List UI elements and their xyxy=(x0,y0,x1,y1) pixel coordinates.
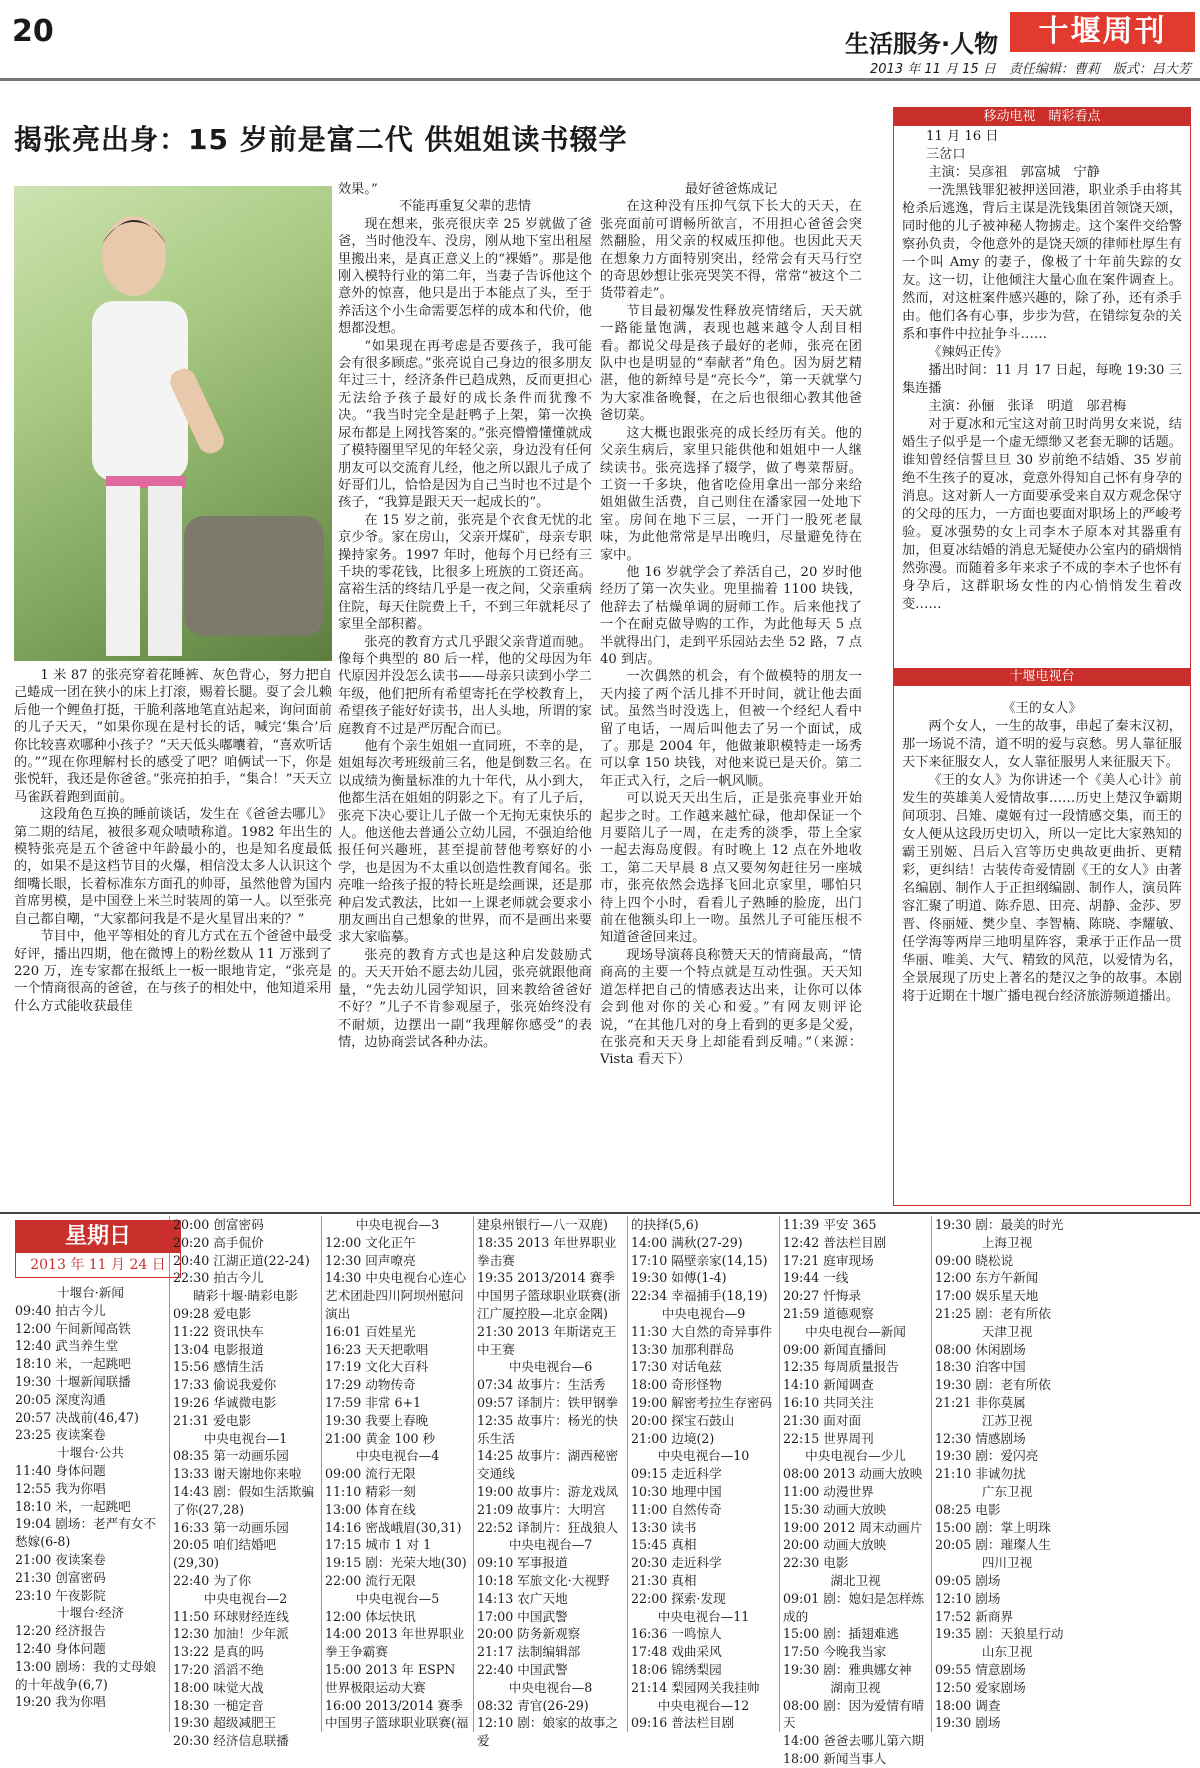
program-listing: 12:30 加油！少年派 xyxy=(173,1626,289,1642)
channel-heading: 广东卫视 xyxy=(981,1483,1033,1499)
program-listing: 17:00 娱乐星天地 xyxy=(935,1288,1039,1304)
program-listing: 12:30 情感剧场 xyxy=(935,1430,1026,1446)
date-label: 2013 年 11 月 24 日 xyxy=(30,1257,166,1273)
program-listing: 14:00 满秋(27-29) xyxy=(631,1234,743,1250)
program-listing: 22:30 电影 xyxy=(783,1555,849,1571)
program-listing: 21:00 夜读案卷 xyxy=(15,1551,106,1567)
channel-heading: 中央电视台—1 xyxy=(203,1430,288,1446)
program-listing: 09:00 晓松说 xyxy=(935,1252,1014,1268)
tv-column-2 xyxy=(170,1216,322,1749)
program-listing: 15:00 剧：插翅难逃 xyxy=(783,1626,899,1642)
paragraph: “如果现在再考虑是否要孩子，我可能会有很多顾虑。”张亮说自己身边的很多朋友年过三十，经济条件已趋成熟，反而更担心无法给予孩子最好的成长条件而犹豫不决。“我当时完全是赶鸭子上架，第一次换尿布都是上网找答案的。”张亮懵懵懂懂就成了模特圈里罕见的年轻父亲，身边没有任何朋友可以交流育儿经，他之所以跟儿子成了好哥们儿，恰恰是因为自己当时也不过是个孩子，“我算是跟天天一起成长的”。 xyxy=(338,338,592,511)
program-listing: 12:00 文化正午 xyxy=(325,1234,416,1250)
channel-heading: 中央电视台—4 xyxy=(355,1448,440,1464)
program-listing: 18:35 2013 年世界职业拳击赛 xyxy=(477,1234,617,1268)
sidebar-header-shiyan-tv: 十堰电视台 xyxy=(894,668,1190,686)
channel-heading: 中央电视台—新闻 xyxy=(805,1323,906,1339)
program-listing: 16:33 第一动画乐园 xyxy=(173,1519,289,1535)
program-listing: 17:59 非常 6+1 xyxy=(325,1394,422,1410)
program-listing: 20:20 高手侃价 xyxy=(173,1234,264,1250)
program-listing: 21:30 真相 xyxy=(631,1572,697,1588)
program-listing: 20:05 剧：璀璨人生 xyxy=(935,1537,1051,1553)
program-listing: 09:00 流行无限 xyxy=(325,1466,416,1482)
program-listing: 19:35 剧：天狼星行动 xyxy=(935,1626,1064,1642)
program-listing: 20:00 动画大放映 xyxy=(783,1537,887,1553)
paragraph: 张亮的教育方式也是这种启发鼓励式的。天天开始不愿去幼儿园，张亮就跟他商量，“先去幼儿园学知识，回来教给爸爸好不好？”儿子不肯参观屋子，张亮始终没有不耐烦，边摆出一副“我理解你感受”的表情，边协商尝试各种办法。 xyxy=(338,947,592,1050)
channel-heading: 江苏卫视 xyxy=(981,1412,1033,1428)
brand-banner: 十堰周刊 xyxy=(1010,12,1195,52)
program-listing: 09:57 译制片：铁甲钢拳 xyxy=(477,1394,619,1410)
program-listing: 的抉择(5,6) xyxy=(631,1217,699,1232)
sidebar-line: 播出时间：11 月 17 日起，每晚 19:30 三集连播 xyxy=(902,363,1182,396)
program-listing: 19:30 超级减肥王 xyxy=(173,1715,277,1731)
program-listing: 08:35 第一动画乐园 xyxy=(173,1448,289,1464)
program-listing: 17:29 动物传奇 xyxy=(325,1377,416,1393)
paragraph: 节目中，他平等相处的育儿方式在五个爸爸中最受好评，播出四期，他在微博上的粉丝数从 11 万涨到了 220 万，连专家都在报纸上一板一眼地肯定，“张亮是一个情商很高的爸爸，在与孩子的相处中，他知道采用什么方式能收获最佳 xyxy=(14,929,332,1014)
paragraph: 1 米 87 的张亮穿着花睡裤、灰色背心，努力把自己蜷成一团在狭小的床上打滚，赐着长腿。耍了会儿赖后他一个鲤鱼打挺，干脆利落地笔直站起来，询问面前的儿子天天，“如果你现在是村长的话，喊完‘集合’后你比较喜欢哪种小孩子？”天天低头嘟囔着，“喜欢听话的。”“现在你理解村长的感受了吧？咱俩试一下，你是张悦轩，我还是你爸爸。”张亮拍拍手，“集合！”天天立马雀跃着跑到面前。 xyxy=(14,668,332,805)
program-listing: 19:30 剧：爱闪亮 xyxy=(935,1448,1039,1464)
program-listing: 08:32 青官(26-29) xyxy=(477,1697,589,1713)
program-listing: 19:30 剧：老有所依 xyxy=(935,1377,1051,1393)
program-listing: 13:30 读书 xyxy=(631,1519,697,1535)
tv-guide xyxy=(12,1216,1192,1766)
program-listing: 12:10 剧场 xyxy=(935,1590,1001,1606)
program-listing: 22:00 探索·发现 xyxy=(631,1590,726,1606)
program-listing: 20:30 经济信息联播 xyxy=(173,1733,289,1749)
tv-column-3 xyxy=(322,1216,474,1732)
program-listing: 09:00 新闻直播间 xyxy=(783,1341,887,1357)
channel-heading: 四川卫视 xyxy=(981,1555,1033,1571)
tv-column-5 xyxy=(628,1216,780,1732)
program-listing: 19:30 我要上春晚 xyxy=(325,1412,429,1428)
program-listing: 18:00 奇形怪物 xyxy=(631,1377,722,1393)
program-listing: 18:00 调查 xyxy=(935,1697,1001,1713)
program-listing: 18:10 米，一起跳吧 xyxy=(15,1356,131,1372)
paragraph: 在这种没有压抑气氛下长大的天天，在张亮面前可谓畅所欲言，不用担心爸爸会突然翻脸，用父亲的权威压抑他。也因此天天在想象力方面特别突出，经常会有天马行空的奇思妙想让张亮哭笑不得，常常“被这个二货带着走”。 xyxy=(600,199,862,302)
program-listing: 20:00 防务新观察 xyxy=(477,1626,581,1642)
program-listing: 20:40 江湖正道(22-24) xyxy=(173,1252,310,1268)
channel-heading: 十堰台·公共 xyxy=(57,1445,124,1461)
program-listing: 15:56 感情生活 xyxy=(173,1359,264,1375)
program-listing: 12:55 我为你唱 xyxy=(15,1480,106,1496)
program-listing: 16:00 2013/2014 赛季中国男子篮球职业联赛(福 xyxy=(325,1697,469,1731)
program-listing: 19:30 十堰新闻联播 xyxy=(15,1373,131,1389)
channel-heading: 中央电视台—7 xyxy=(508,1537,593,1553)
sidebar-line: 一洗黑钱罪犯被押送回港，职业杀手由将其枪杀后逃逸，背后主谋是洗钱集团首领饶天颂，同时他的儿子被神秘人物掳走。这个案件交给警察孙负责，令他意外的是饶天颂的律师杜厚生有一个叫 Amy 的妻子，像极了十年前失踪的女友。这一切，让他倾注大量心血在案件调查上。然而，对这桩案件感兴趣的，除了孙，还有杀手由。他们各有心事，步步为营，在错综复杂的关系和事件中拉扯争斗…… xyxy=(902,183,1182,342)
program-listing: 15:00 剧：掌上明珠 xyxy=(935,1519,1051,1535)
channel-heading: 中央电视台—6 xyxy=(508,1359,593,1375)
subheading: 最好爸爸炼成记 xyxy=(684,182,778,197)
paragraph: 可以说天天出生后，正是张亮事业开始起步之时。工作越来越忙碌，他却保证一个月要陪儿子一周，在走秀的淡季，带上全家一起去海岛度假。有时晚上 12 点在外地收工，第二天早晨 8 点又要匆匆赶往另一座城市，张亮依然会选择飞回北京家里，哪怕只待上四个小时，看看儿子熟睡的脸庞，出门前在他额头印上一吻。虽然儿子可能压根不知道爸爸回来过。 xyxy=(600,791,862,946)
program-listing: 18:10 米，一起跳吧 xyxy=(15,1498,131,1514)
portrait-figure xyxy=(14,186,332,661)
sidebar-block-shiyan-tv xyxy=(894,686,1190,1206)
program-listing: 20:05 深度沟通 xyxy=(15,1391,106,1407)
program-listing: 22:00 流行无限 xyxy=(325,1572,416,1588)
channel-heading: 十堰台·新闻 xyxy=(57,1285,124,1300)
program-listing: 22:52 译制片：狂战狼人 xyxy=(477,1519,619,1535)
sidebar-line: 两个女人，一生的故事，串起了秦末汉初，那一场说不清，道不明的爱与哀愁。男人靠征服天下来征服女人，女人靠征服男人来征服天下。 xyxy=(902,719,1182,770)
program-listing: 12:50 爱家剧场 xyxy=(935,1679,1026,1695)
channel-heading: 天津卫视 xyxy=(981,1323,1033,1339)
program-listing: 08:00 2013 动画大放映 xyxy=(783,1466,923,1482)
program-listing: 21:09 故事片：大明宫 xyxy=(477,1501,606,1517)
program-listing: 17:10 隔壁亲家(14,15) xyxy=(631,1252,768,1268)
program-listing: 09:55 情意剧场 xyxy=(935,1661,1026,1677)
program-listing: 17:33 偷说我爱你 xyxy=(173,1377,277,1393)
paragraph: 这段角色互换的睡前谈话，发生在《爸爸去哪儿》第二期的结尾，被很多观众啧啧称道。1982 年出生的模特张亮是五个爸爸中年龄最小的，也是知名度最低的，如果不是这档节目的火爆，相信没太多人认识这个细嘴长眼，长着标准东方面孔的帅哥，虽然他曾为国内首席男模，是中国登上米兰时装周的第一人。以至张亮自己都自嘲，“大家都问我是不是火星冒出来的？” xyxy=(14,807,332,927)
program-listing: 21:14 梨园网关我挂帅 xyxy=(631,1679,760,1695)
program-listing: 21:30 2013 年斯诺克王中王赛 xyxy=(477,1323,617,1357)
program-listing: 22:40 为了你 xyxy=(173,1572,252,1588)
program-listing: 21:59 道德观察 xyxy=(783,1305,874,1321)
sidebar-block-mobile-tv xyxy=(894,126,1190,668)
program-listing: 19:35 2013/2014 赛季中国男子篮球职业联赛(浙江广厦控股—北京金隅) xyxy=(477,1270,621,1321)
section-title: 生活服务·人物 xyxy=(845,30,999,58)
program-listing: 08:25 电影 xyxy=(935,1501,1001,1517)
program-listing: 07:34 故事片：生活秀 xyxy=(477,1377,606,1393)
program-listing: 17:21 庭审现场 xyxy=(783,1252,874,1268)
sidebar-line: 主演：孙俪 张译 明道 邬君梅 xyxy=(928,399,1127,414)
program-listing: 11:22 资讯快车 xyxy=(173,1323,264,1339)
program-listing: 09:05 剧场 xyxy=(935,1572,1001,1588)
paragraph: 现场导演蒋良称赞天天的情商最高，“情商高的主要一个特点就是互动性强。天天知道怎样把自己的情感表达出来，让你可以体会到他对你的关心和爱。”有网友则评论说，“在其他几对的身上看到的更多是父爱，在张亮和天天身上却能看到反哺。”（来源：Vista 看天下） xyxy=(600,947,862,1068)
sidebar-line: 《王的女人》为你讲述一个《美人心计》前发生的英雄美人爱情故事……历史上楚汉争霸期间项羽、吕雉、虞姬有过一段情感交集，而王的女人便从这段历史切入，所以一定比大家熟知的霸王别姬、吕后入宫等历史典故更曲折、更精彩，更纠结！古装传奇爱情剧《王的女人》由著名编剧、制作人于正担纲编剧、制作人，演员阵容汇聚了明道、陈乔恩、田亮、胡静、金莎、罗晋、佟丽娅、樊少皇、李智楠、陈晓、李耀敏、任学海等两岸三地明星阵容，秉承于正作品一贯华丽、唯美、大气、精致的风范，以爱情为名，全景展现了历史上著名的楚汉之争的故事。本剧将于近期在十堰广播电视台经济旅游频道播出。 xyxy=(902,773,1182,1004)
program-listing: 12:00 东方午新闻 xyxy=(935,1270,1039,1286)
tv-column-6 xyxy=(780,1216,932,1766)
program-listing: 15:00 2013 年 ESPN 世界极限运动大赛 xyxy=(325,1661,456,1695)
program-listing: 09:01 剧：媳妇是怎样炼成的 xyxy=(783,1590,925,1624)
program-listing: 14:00 爸爸去哪儿第六期 xyxy=(783,1733,925,1749)
program-listing: 20:05 咱们结婚吧(29,30) xyxy=(173,1537,277,1571)
day-box xyxy=(15,1220,181,1278)
tv-guide-rule xyxy=(0,1212,1200,1214)
channel-heading: 中央电视台—10 xyxy=(657,1448,750,1464)
program-listing: 17:52 新商界 xyxy=(935,1608,1014,1624)
program-listing: 23:25 夜读案卷 xyxy=(15,1427,106,1443)
program-listing: 17:15 城市 1 对 1 xyxy=(325,1537,432,1553)
channel-heading: 山东卫视 xyxy=(981,1644,1033,1660)
program-listing: 16:23 天天把歌唱 xyxy=(325,1341,429,1357)
sidebar-line: 主演：吴彦祖 郭富城 宁静 xyxy=(928,165,1100,180)
program-listing: 19:00 2012 周末动画片 xyxy=(783,1519,923,1535)
dateline: 2013 年 11 月 15 日 责任编辑：曹莉 版式：吕大芳 xyxy=(870,62,1191,77)
tv-column-4 xyxy=(474,1216,628,1749)
subheading: 不能再重复父辈的悲情 xyxy=(399,199,531,215)
program-listing: 14:10 新闻调查 xyxy=(783,1377,874,1393)
program-listing: 20:30 走近科学 xyxy=(631,1555,722,1571)
program-listing: 10:18 军旅文化·大视野 xyxy=(477,1572,610,1588)
sidebar-line: 对于夏冰和元宝这对前卫时尚男女来说，结婚生子似乎是一个虚无缥缈又老套无聊的话题。谁知曾经信誓旦旦 30 岁前绝不结婚、35 岁前绝不生孩子的夏冰，竟意外得知自己怀有身孕的消息。这对新人一方面要承受来自双方观念保守的父母的压力，一方面也要面对职场上的严峻考验。夏冰强势的女上司李木子原本对其器重有加，但夏冰结婚的消息无疑使办公室内的硝烟悄然弥漫。而随着多年来求子不成的李木子也怀有身孕后，这群职场女性的内心悄悄发生着改变…… xyxy=(902,417,1182,612)
program-listing: 22:15 世界周刊 xyxy=(783,1430,874,1446)
program-listing: 20:00 探宝石鼓山 xyxy=(631,1412,735,1428)
program-listing: 16:10 共同关注 xyxy=(783,1394,874,1410)
paragraph: 节目最初爆发性释放亮情绪后，天天就一路能量饱满，表现也越来越令人刮目相看。都说父母是孩子最好的老师，张亮在团队中也是明显的“奉献者”角色。因为厨艺精湛，他的新绰号是“亮长今”，第一天就掌勺为大家准备晚餐，在之后也很细心教其他爸爸切菜。 xyxy=(600,303,862,424)
program-listing: 19:26 华诚微电影 xyxy=(173,1394,277,1410)
paragraph: 效果。” xyxy=(338,182,378,197)
program-listing: 12:00 体坛快讯 xyxy=(325,1608,416,1624)
program-listing: 18:06 锦绣梨园 xyxy=(631,1661,722,1677)
program-listing: 17:20 滔滔不绝 xyxy=(173,1661,264,1677)
paragraph: 他有个亲生姐姐一直同班，不幸的是，姐姐每次考班级前三名，他是倒数三名。在以成绩为衡量标准的九十年代，从小到大，他都生活在姐姐的阴影之下。有了儿子后，张亮下决心要让儿子做一个无拘无束快乐的人。他送他去普通公立幼儿园，不强迫给他报任何兴趣班，甚至提前替他考察好的小学，也是因为不太重以创造性教育闻名。张亮唯一给孩子报的特长班是绘画课，还是那种启发式教法，比如一上课老师就会要求小朋友画出自己想象的世界，而不是画出来要求大家临摹。 xyxy=(338,739,592,946)
program-listing: 22:34 幸福捕手(18,19) xyxy=(631,1288,768,1304)
program-listing: 12:00 午间新闻高铁 xyxy=(15,1320,131,1336)
program-listing: 21:21 非你莫属 xyxy=(935,1394,1026,1410)
sidebar-line: 《辣妈正传》 xyxy=(928,345,1008,360)
program-listing: 19:44 一线 xyxy=(783,1270,849,1286)
program-listing: 12:40 武当养生堂 xyxy=(15,1338,119,1354)
channel-heading: 湖南卫视 xyxy=(830,1679,881,1695)
program-listing: 19:30 剧：雅典娜女神 xyxy=(783,1661,912,1677)
program-listing: 16:01 百姓星光 xyxy=(325,1323,416,1339)
program-listing: 19:30 如傅(1-4) xyxy=(631,1270,727,1286)
day-label: 星期日 xyxy=(16,1221,180,1253)
program-listing: 13:22 是真的吗 xyxy=(173,1644,264,1660)
program-listing: 22:30 拍古今儿 xyxy=(173,1270,264,1286)
page-number: 20 xyxy=(12,14,54,49)
program-listing: 20:57 决战前(46,47) xyxy=(15,1409,139,1425)
article-column-1 xyxy=(14,667,332,1207)
program-listing: 建泉州银行—八一双鹿) xyxy=(477,1217,608,1232)
paragraph: 一次偶然的机会，有个做模特的朋友一天内接了两个活儿排不开时间，就让他去面试。虽然当时没选上，但被一个经纪人看中留了电话，一周后叫他去了另一个面试，成了。那是 2004 年，他做兼职模特走一场秀可以拿 150 块钱，对他来说已是天价。第二年正式入行，之后一帆风顺。 xyxy=(600,669,862,789)
program-listing: 16:36 一鸣惊人 xyxy=(631,1626,722,1642)
program-listing: 13:00 剧场：我的丈母娘的十年战争(6,7) xyxy=(15,1658,157,1692)
paragraph: 现在想来，张亮很庆幸 25 岁就做了爸爸，当时他没车、没房，刚从地下室出租屋里搬出来，是真正意义上的“裸婚”。那是他刚入模特行业的第二年，当妻子告诉他这个意外的惊喜，他只是出于本能点了头，至于养活这个小生命需要怎样的成本和代价，他想都没想。 xyxy=(338,216,592,337)
program-listing: 12:42 普法栏目剧 xyxy=(783,1234,887,1250)
program-listing: 18:30 一槌定音 xyxy=(173,1697,264,1713)
tv-sidebar xyxy=(893,107,1191,1206)
program-listing: 11:10 精彩一刻 xyxy=(325,1483,416,1499)
sidebar-header-mobile-tv: 移动电视 睛彩看点 xyxy=(894,108,1190,126)
program-listing: 19:15 剧：光荣大地(30) xyxy=(325,1555,467,1571)
program-listing: 21:17 法制编辑部 xyxy=(477,1644,581,1660)
program-listing: 09:16 普法栏目剧 xyxy=(631,1715,735,1731)
program-listing: 12:35 每周质量报告 xyxy=(783,1359,899,1375)
program-listing: 13:04 电影报道 xyxy=(173,1341,264,1357)
program-listing: 11:39 平安 365 xyxy=(783,1217,877,1232)
channel-heading: 中央电视台—11 xyxy=(657,1608,750,1624)
program-listing: 12:10 剧：娘家的故事之爱 xyxy=(477,1715,619,1749)
program-listing: 13:33 谢天谢地你来啦 xyxy=(173,1466,302,1482)
program-listing: 11:30 大自然的奇异事件 xyxy=(631,1323,773,1339)
program-listing: 12:20 经济报告 xyxy=(15,1623,106,1639)
sidebar-line: 三岔口 xyxy=(926,147,966,162)
program-listing: 19:20 我为你唱 xyxy=(15,1694,106,1710)
program-listing: 13:30 加那利群岛 xyxy=(631,1341,735,1357)
program-listing: 20:00 创富密码 xyxy=(173,1217,264,1232)
program-listing: 22:40 中国武警 xyxy=(477,1661,568,1677)
program-listing: 14:13 农广天地 xyxy=(477,1590,568,1606)
channel-heading: 睛彩十堰·睛彩电影 xyxy=(193,1288,298,1304)
program-listing: 15:45 真相 xyxy=(631,1537,697,1553)
program-listing: 20:27 忏悔录 xyxy=(783,1288,862,1304)
program-listing: 14:25 故事片：湖西秘密交通线 xyxy=(477,1448,619,1482)
program-listing: 12:35 故事片：杨光的快乐生活 xyxy=(477,1412,619,1446)
program-listing: 21:30 面对面 xyxy=(783,1412,862,1428)
program-listing: 11:00 自然传奇 xyxy=(631,1501,722,1517)
program-listing: 17:30 对话龟兹 xyxy=(631,1359,722,1375)
program-listing: 21:31 爱电影 xyxy=(173,1412,252,1428)
channel-heading: 中央电视台—2 xyxy=(203,1590,288,1606)
program-listing: 10:30 地理中国 xyxy=(631,1483,722,1499)
program-listing: 08:00 休闲剧场 xyxy=(935,1341,1026,1357)
header-rule xyxy=(0,78,1200,81)
program-listing: 14:43 剧：假如生活欺骗了你(27,28) xyxy=(173,1483,315,1517)
program-listing: 17:50 今晚我当家 xyxy=(783,1644,887,1660)
program-listing: 19:00 故事片：游龙戏凤 xyxy=(477,1483,619,1499)
program-listing: 14:16 密战峨眉(30,31) xyxy=(325,1519,462,1535)
program-listing: 18:00 味觉大战 xyxy=(173,1679,264,1695)
tv-column-1 xyxy=(12,1216,170,1732)
program-listing: 08:00 剧：因为爱情有晴天 xyxy=(783,1697,925,1731)
program-listing: 19:30 剧场 xyxy=(935,1715,1001,1731)
channel-heading: 中央电视台—9 xyxy=(661,1305,746,1321)
channel-heading: 中央电视台—8 xyxy=(508,1679,593,1695)
program-listing: 09:15 走近科学 xyxy=(631,1466,722,1482)
paragraph: 在 15 岁之前，张亮是个衣食无忧的北京少爷。家在房山，父亲开煤矿，母亲专职操持家务。1997 年时，他每个月已经有三千块的零花钱，比很多上班族的工资还高。富裕生活的终结几乎是一夜之间，父亲重病住院，每天住院费上千，不到三年就耗尽了家里全部积蓄。 xyxy=(338,512,592,633)
channel-heading: 中央电视台—12 xyxy=(657,1697,750,1713)
program-listing: 18:30 泊客中国 xyxy=(935,1359,1026,1375)
program-listing: 11:40 身体问题 xyxy=(15,1462,106,1478)
channel-heading: 中央电视台—少儿 xyxy=(805,1448,906,1464)
program-listing: 11:50 环球财经连线 xyxy=(173,1608,289,1624)
program-listing: 13:00 体育在线 xyxy=(325,1501,416,1517)
program-listing: 19:00 解密考拉生存密码 xyxy=(631,1394,773,1410)
paragraph: 张亮的教育方式几乎跟父亲背道而驰。像每个典型的 80 后一样，他的父母因为年代原因并没怎么读书——母亲只读到小学二年级，他们把所有希望寄托在学校教育上，希望孩子能好好读书，出人头地，所谓的家庭教育不过是严厉配合而已。 xyxy=(338,634,592,737)
program-listing: 21:30 创富密码 xyxy=(15,1569,106,1585)
program-listing: 14:00 2013 年世界职业拳王争霸赛 xyxy=(325,1626,465,1660)
article-column-2 xyxy=(338,181,592,1207)
program-listing: 23:10 午夜影院 xyxy=(15,1587,106,1603)
program-listing: 15:30 动画大放映 xyxy=(783,1501,887,1517)
program-listing: 17:48 戏曲采风 xyxy=(631,1644,722,1660)
program-listing: 17:00 中国武警 xyxy=(477,1608,568,1624)
paragraph: 他 16 岁就学会了养活自己，20 岁时他经历了第一次失业。兜里揣着 1100 块钱，他辞去了枯燥单调的厨师工作。后来他找了一个在耐克做导购的工作，为此他每天 5 点半就得出门，走到平乐园站去坐 52 路，7 点 40 到店。 xyxy=(600,564,862,667)
program-listing: 12:30 回声嘹亮 xyxy=(325,1252,416,1268)
paragraph: 这大概也跟张亮的成长经历有关。他的父亲生病后，家里只能供他和姐姐中一人继续读书。张亮选择了辍学，做了粤菜帮厨。工资一千多块，他省吃俭用拿出一部分来给姐姐做生活费，自己则住在潘家园一处地下室。房间在地下三层，一开门一股死老鼠味，为此他常常是早出晚归，尽量避免待在家中。 xyxy=(600,425,862,563)
article-column-3 xyxy=(600,181,862,1207)
program-listing: 09:40 拍古今儿 xyxy=(15,1302,106,1318)
program-listing: 19:04 剧场：老严有女不愁嫁(6-8) xyxy=(15,1516,157,1550)
program-listing: 21:00 边境(2) xyxy=(631,1430,715,1446)
channel-heading: 十堰台·经济 xyxy=(57,1605,124,1621)
channel-heading: 中央电视台—5 xyxy=(355,1590,440,1606)
channel-heading: 湖北卫视 xyxy=(830,1572,881,1588)
sidebar-line: 《王的女人》 xyxy=(1002,701,1082,716)
program-listing: 12:40 身体问题 xyxy=(15,1640,106,1656)
program-listing: 14:30 中央电视台心连心艺术团赴四川阿坝州慰问演出 xyxy=(325,1270,467,1321)
program-listing: 21:25 剧：老有所依 xyxy=(935,1305,1051,1321)
channel-heading: 上海卫视 xyxy=(981,1234,1033,1250)
channel-heading: 中央电视台—3 xyxy=(355,1217,440,1232)
portrait-photo xyxy=(14,186,332,661)
sidebar-line: 11 月 16 日 xyxy=(926,129,999,144)
program-listing: 09:28 爱电影 xyxy=(173,1305,252,1321)
tv-column-7 xyxy=(932,1216,1082,1732)
program-listing: 21:00 黄金 100 秒 xyxy=(325,1430,436,1446)
article-headline: 揭张亮出身：15 岁前是富二代 供姐姐读书辍学 xyxy=(14,123,628,156)
program-listing: 18:00 新闻当事人 xyxy=(783,1750,887,1766)
program-listing: 21:10 非诚勿扰 xyxy=(935,1466,1026,1482)
program-listing: 17:19 文化大百科 xyxy=(325,1359,429,1375)
program-listing: 09:10 军事报道 xyxy=(477,1555,568,1571)
program-listing: 11:00 动漫世界 xyxy=(783,1483,874,1499)
program-listing: 19:30 剧：最美的时光 xyxy=(935,1217,1064,1232)
